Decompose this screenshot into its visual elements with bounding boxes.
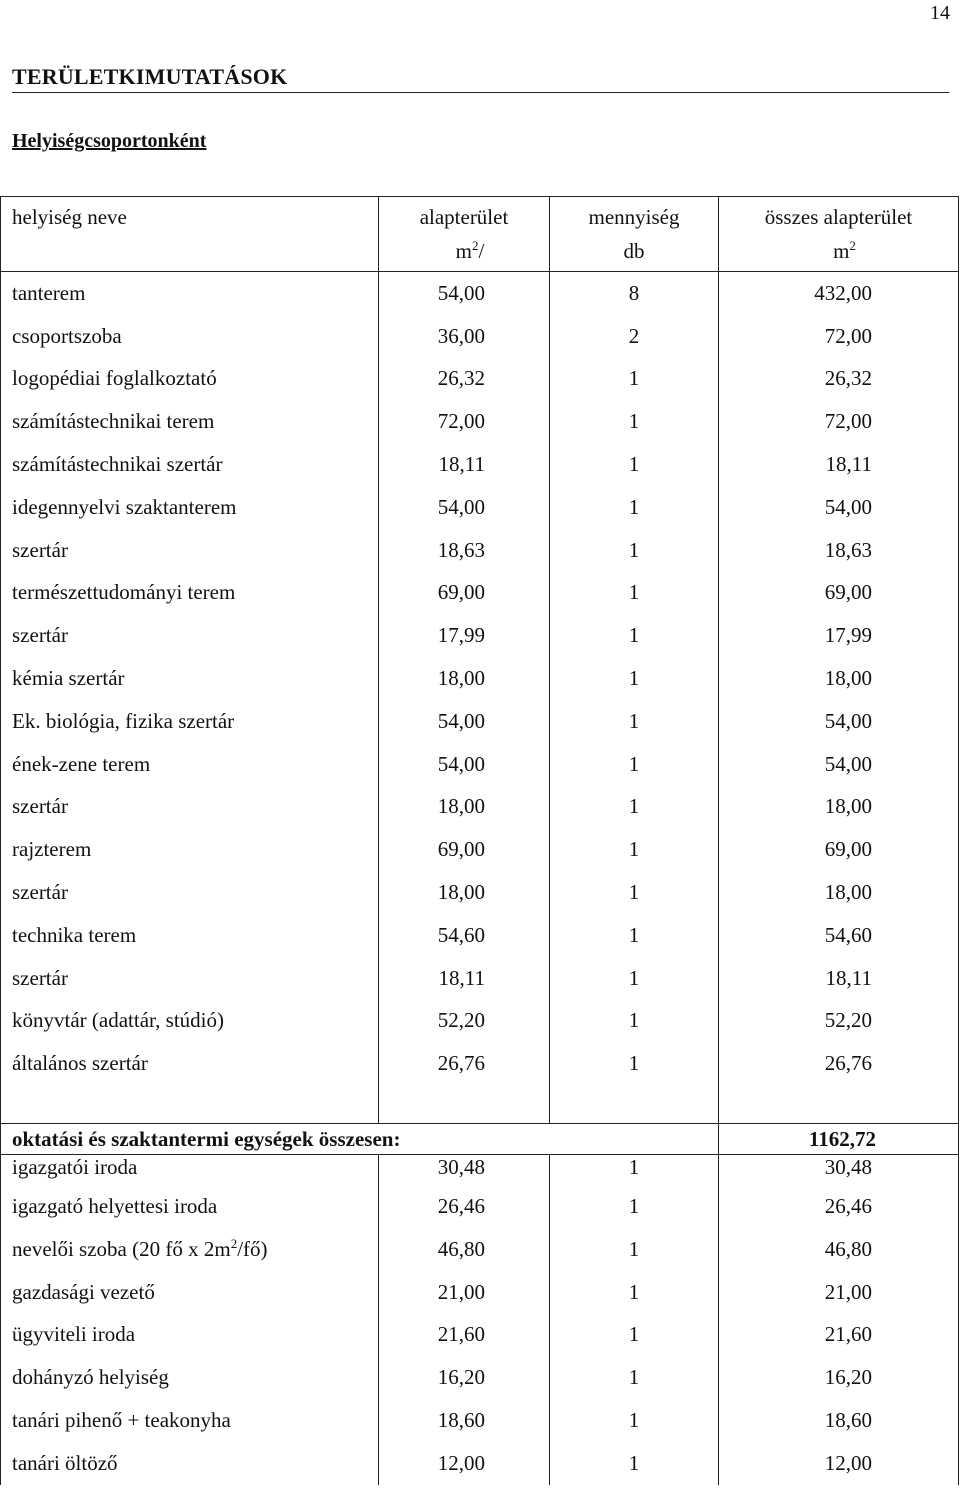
table-row: [1, 1314, 959, 1357]
document-title: TERÜLETKIMUTATÁSOK: [12, 64, 288, 89]
room-name: technika terem: [1, 914, 379, 957]
quantity-value: 1: [550, 743, 719, 786]
quantity-value: 2: [550, 315, 719, 358]
table-row: [1, 443, 959, 486]
base-area-value: 18,00: [379, 871, 550, 914]
base-area-value: 21,60: [379, 1314, 550, 1357]
base-area-value: 54,60: [379, 914, 550, 957]
table-row: [1, 657, 959, 700]
base-area-value: 16,20: [379, 1356, 550, 1399]
total-area-value: 18,00: [719, 657, 959, 700]
total-area-value: 54,60: [719, 914, 959, 957]
base-area-value: 30,48: [379, 1155, 550, 1186]
base-area-value: 12,00: [379, 1442, 550, 1485]
base-area-value: 17,99: [379, 614, 550, 657]
table-row: [1, 871, 959, 914]
spacer-cell: [1, 1085, 379, 1124]
table-row: [1, 1042, 959, 1085]
quantity-value: 1: [550, 871, 719, 914]
quantity-value: 1: [550, 614, 719, 657]
room-name: szertár: [1, 529, 379, 572]
base-area-value: 72,00: [379, 400, 550, 443]
room-name: dohányzó helyiség: [1, 1356, 379, 1399]
table-row: [1, 914, 959, 957]
total-area-value: 46,80: [719, 1228, 959, 1271]
table-row: [1, 315, 959, 358]
total-area-value: 18,11: [719, 957, 959, 1000]
quantity-value: 1: [550, 529, 719, 572]
room-name: szertár: [1, 871, 379, 914]
table-row: [1, 1399, 959, 1442]
total-area-value: 18,00: [719, 871, 959, 914]
quantity-value: 1: [550, 1314, 719, 1357]
room-name: tanári öltöző: [1, 1442, 379, 1485]
quantity-value: 1: [550, 1399, 719, 1442]
quantity-value: 1: [550, 1356, 719, 1399]
base-area-value: 18,00: [379, 657, 550, 700]
total-area-value: 54,00: [719, 486, 959, 529]
subtotal-row: [1, 1124, 959, 1155]
quantity-value: 1: [550, 1000, 719, 1043]
room-name: számítástechnikai terem: [1, 400, 379, 443]
base-area-value: 18,11: [379, 443, 550, 486]
base-area-value: 18,11: [379, 957, 550, 1000]
room-name: tanterem: [1, 272, 379, 315]
table-unit-row: [1, 237, 959, 272]
table-row: [1, 1356, 959, 1399]
base-area-value: 46,80: [379, 1228, 550, 1271]
quantity-value: 1: [550, 657, 719, 700]
spacer-cell: [379, 1085, 550, 1124]
table-row: [1, 1228, 959, 1271]
total-area-value: 12,00: [719, 1442, 959, 1485]
total-area-value: 16,20: [719, 1356, 959, 1399]
quantity-value: 8: [550, 272, 719, 315]
total-area-value: 30,48: [719, 1155, 959, 1186]
unit-base-area: $m^2/$: [379, 237, 550, 272]
base-area-value: 54,00: [379, 486, 550, 529]
title-block: [12, 64, 949, 93]
total-area-value: 69,00: [719, 828, 959, 871]
room-name: szertár: [1, 957, 379, 1000]
room-name: számítástechnikai szertár: [1, 443, 379, 486]
total-area-value: 18,60: [719, 1399, 959, 1442]
total-area-value: 26,46: [719, 1185, 959, 1228]
base-area-value: 26,76: [379, 1042, 550, 1085]
quantity-value: 1: [550, 1042, 719, 1085]
base-area-value: 36,00: [379, 315, 550, 358]
base-area-value: 54,00: [379, 700, 550, 743]
base-area-value: 18,60: [379, 1399, 550, 1442]
room-name: ének-zene terem: [1, 743, 379, 786]
header-base-area: alapterület: [379, 197, 550, 238]
table-header-row: [1, 197, 959, 238]
table-row: [1, 486, 959, 529]
total-area-value: 17,99: [719, 614, 959, 657]
header-name: helyiség neve: [1, 197, 379, 238]
room-name: tanári pihenő + teakonyha: [1, 1399, 379, 1442]
table-row: [1, 614, 959, 657]
table-row: [1, 529, 959, 572]
room-name: Ek. biológia, fizika szertár: [1, 700, 379, 743]
unit-quantity: db: [550, 237, 719, 272]
room-name: rajzterem: [1, 828, 379, 871]
spacer-cell: [550, 1085, 719, 1124]
table-row: [1, 272, 959, 315]
room-name: kémia szertár: [1, 657, 379, 700]
base-area-value: 54,00: [379, 272, 550, 315]
room-name: szertár: [1, 786, 379, 829]
room-name: nevelői szoba (20 fő x $2m^2/fő$): [1, 1228, 379, 1271]
total-area-value: 21,00: [719, 1271, 959, 1314]
room-name: idegennyelvi szaktanterem: [1, 486, 379, 529]
unit-total-area: $m^2$: [719, 237, 959, 272]
table-row: [1, 358, 959, 401]
base-area-value: 26,32: [379, 358, 550, 401]
total-area-value: 432,00: [719, 272, 959, 315]
table-row: [1, 400, 959, 443]
quantity-value: 1: [550, 957, 719, 1000]
quantity-value: 1: [550, 828, 719, 871]
room-name: csoportszoba: [1, 315, 379, 358]
quantity-value: 1: [550, 1185, 719, 1228]
quantity-value: 1: [550, 914, 719, 957]
room-name: logopédiai foglalkoztató: [1, 358, 379, 401]
room-name: gazdasági vezető: [1, 1271, 379, 1314]
page-number: 14: [930, 2, 950, 24]
total-area-value: 26,76: [719, 1042, 959, 1085]
room-name: igazgatói iroda: [1, 1155, 379, 1186]
table-row: [1, 1271, 959, 1314]
quantity-value: 1: [550, 358, 719, 401]
unit-empty: [1, 237, 379, 272]
table-row: [1, 1442, 959, 1485]
room-name: természettudományi terem: [1, 572, 379, 615]
quantity-value: 1: [550, 486, 719, 529]
base-area-value: 18,00: [379, 786, 550, 829]
base-area-value: 69,00: [379, 828, 550, 871]
table-row: [1, 700, 959, 743]
spacer-row: [1, 1085, 959, 1124]
table-row: [1, 828, 959, 871]
total-area-value: 18,63: [719, 529, 959, 572]
room-name: könyvtár (adattár, stúdió): [1, 1000, 379, 1043]
total-area-value: 54,00: [719, 743, 959, 786]
quantity-value: 1: [550, 443, 719, 486]
room-name: ügyviteli iroda: [1, 1314, 379, 1357]
quantity-value: 1: [550, 1228, 719, 1271]
table-row: [1, 743, 959, 786]
room-name: szertár: [1, 614, 379, 657]
total-area-value: 26,32: [719, 358, 959, 401]
base-area-value: 52,20: [379, 1000, 550, 1043]
room-name: igazgató helyettesi iroda: [1, 1185, 379, 1228]
base-area-value: 18,63: [379, 529, 550, 572]
quantity-value: 1: [550, 572, 719, 615]
quantity-value: 1: [550, 1442, 719, 1485]
spacer-cell: [719, 1085, 959, 1124]
base-area-value: 54,00: [379, 743, 550, 786]
total-area-value: 18,00: [719, 786, 959, 829]
total-area-value: 18,11: [719, 443, 959, 486]
base-area-value: 26,46: [379, 1185, 550, 1228]
table-row: [1, 957, 959, 1000]
table-row: [1, 1185, 959, 1228]
base-area-value: 21,00: [379, 1271, 550, 1314]
table-row: [1, 572, 959, 615]
room-name: általános szertár: [1, 1042, 379, 1085]
total-area-value: 72,00: [719, 400, 959, 443]
table-row: [1, 1155, 959, 1186]
total-area-value: 54,00: [719, 700, 959, 743]
quantity-value: 1: [550, 1271, 719, 1314]
quantity-value: 1: [550, 400, 719, 443]
table-row: [1, 786, 959, 829]
total-area-value: 69,00: [719, 572, 959, 615]
subtotal-label: oktatási és szaktantermi egységek összesen:: [1, 1124, 719, 1155]
table-row: [1, 1000, 959, 1043]
header-total-area: összes alapterület: [719, 197, 959, 238]
total-area-value: 52,20: [719, 1000, 959, 1043]
quantity-value: 1: [550, 700, 719, 743]
subtotal-value: 1162,72: [719, 1124, 959, 1155]
quantity-value: 1: [550, 786, 719, 829]
total-area-value: 72,00: [719, 315, 959, 358]
area-table: [0, 196, 959, 1485]
quantity-value: 1: [550, 1155, 719, 1186]
base-area-value: 69,00: [379, 572, 550, 615]
section-subtitle: Helyiségcsoportonként: [12, 130, 207, 152]
total-area-value: 21,60: [719, 1314, 959, 1357]
header-quantity: mennyiség: [550, 197, 719, 238]
